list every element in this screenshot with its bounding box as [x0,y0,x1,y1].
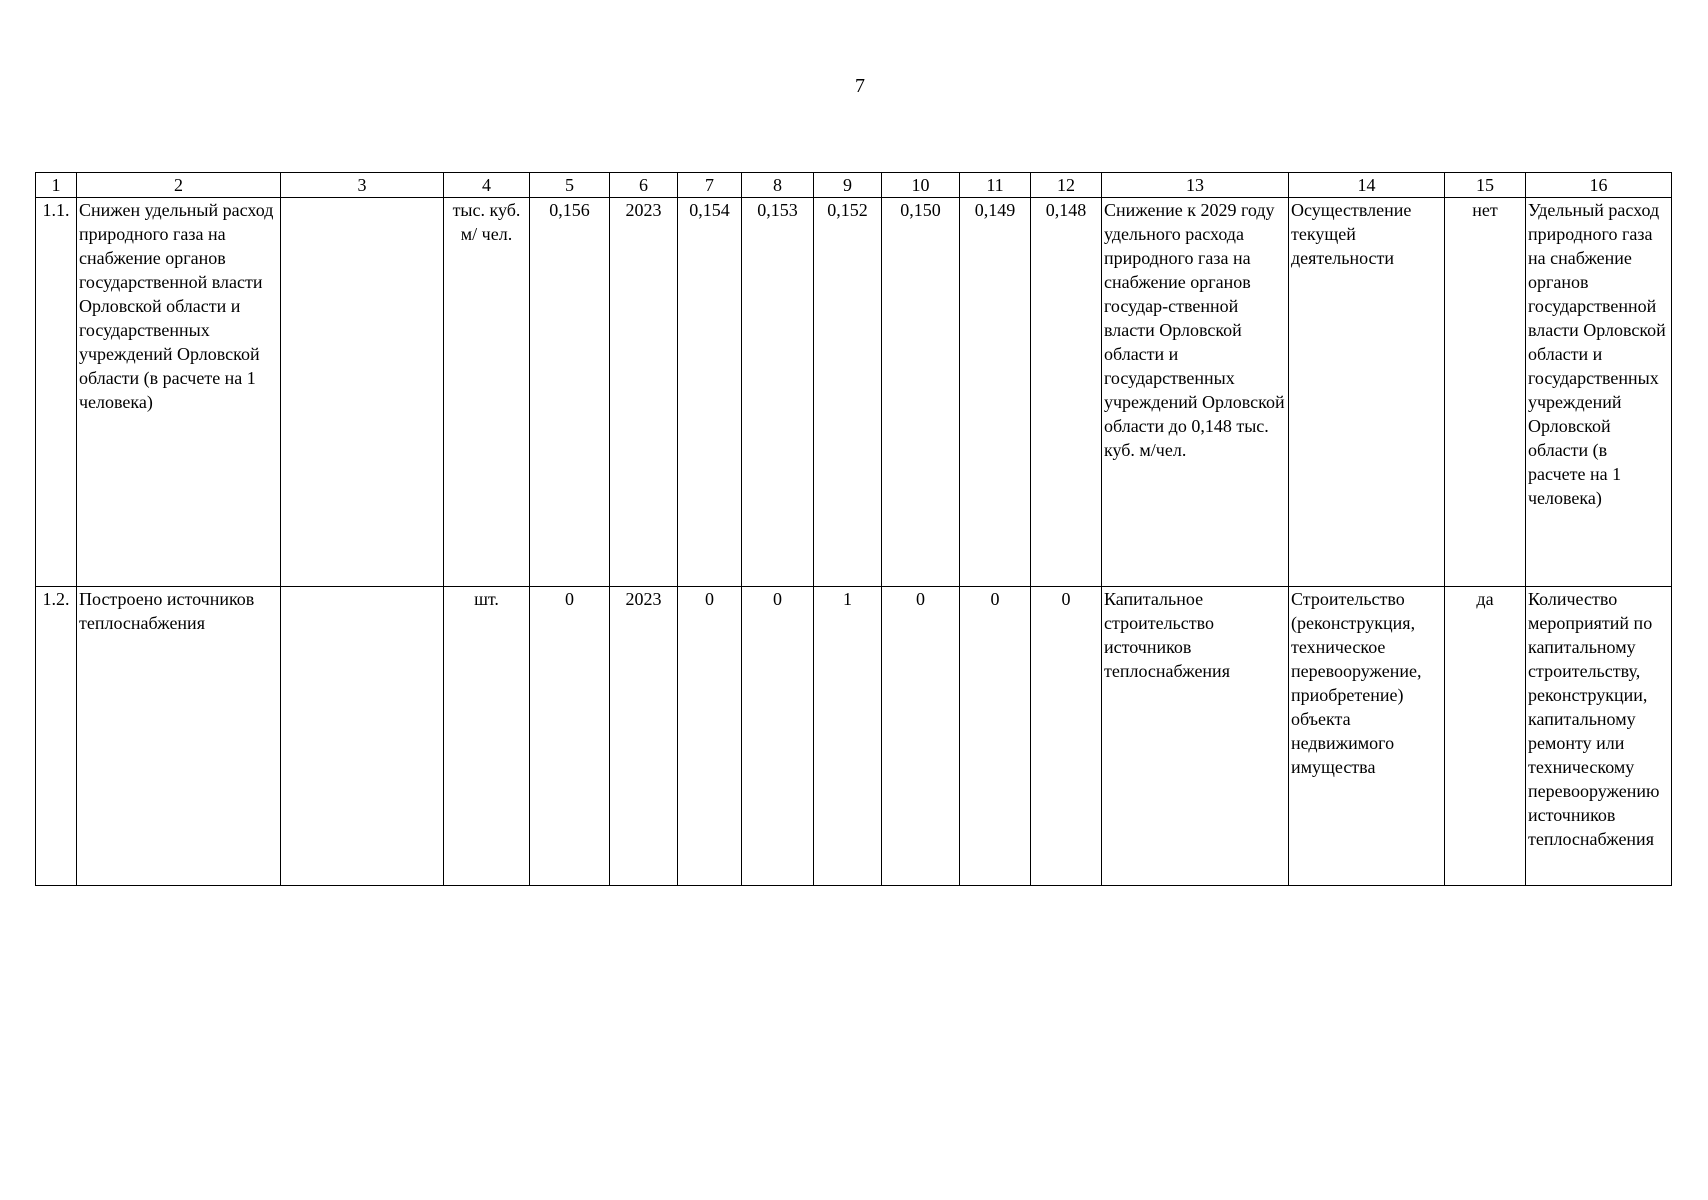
value-cell-12: 0,148 [1031,198,1102,587]
base-year-cell: 2023 [610,587,678,886]
header-cell: 10 [882,173,960,198]
table-header-row [36,173,1672,198]
value-cell-9: 1 [814,587,882,886]
value-cell-10: 0,150 [882,198,960,587]
flag-cell: да [1445,587,1526,886]
column-3-cell [281,587,444,886]
indicator-name: Построено источников теплоснабжения [77,587,281,886]
value-cell-11: 0 [960,587,1031,886]
row-number: 1.2. [36,587,77,886]
header-cell: 6 [610,173,678,198]
base-value-cell: 0 [530,587,610,886]
header-cell: 3 [281,173,444,198]
value-cell-8: 0,153 [742,198,814,587]
header-cell: 8 [742,173,814,198]
header-cell: 9 [814,173,882,198]
column-3-cell [281,198,444,587]
value-cell-11: 0,149 [960,198,1031,587]
result-cell: Капитальное строительство источников теплоснабжения [1102,587,1289,886]
header-cell: 15 [1445,173,1526,198]
header-cell: 1 [36,173,77,198]
base-value-cell: 0,156 [530,198,610,587]
linked-indicator-cell: Удельный расход природного газа на снабжение органов государственной власти Орловской области и государственных учреждений Орловской области (в расчете на 1 человека) [1526,198,1672,587]
row-number: 1.1. [36,198,77,587]
linked-indicator-cell: Количество мероприятий по капитальному строительству, реконструкции, капитальному ремонту или техническому перевооружению источников теплоснабжения [1526,587,1672,886]
base-year-cell: 2023 [610,198,678,587]
indicators-table [35,172,1672,886]
value-cell-7: 0 [678,587,742,886]
header-cell: 2 [77,173,281,198]
value-cell-9: 0,152 [814,198,882,587]
activity-cell: Строительство (реконструкция, техническое перевооружение, приобретение) объекта недвижимого имущества [1289,587,1445,886]
value-cell-10: 0 [882,587,960,886]
header-cell: 7 [678,173,742,198]
header-cell: 13 [1102,173,1289,198]
table-row [36,198,1672,587]
result-cell: Снижение к 2029 году удельного расхода природного газа на снабжение органов государ-ственной власти Орловской области и государственных учреждений Орловской области до 0,148 тыс. куб. м/чел. [1102,198,1289,587]
value-cell-8: 0 [742,587,814,886]
value-cell-12: 0 [1031,587,1102,886]
header-cell: 11 [960,173,1031,198]
table-row [36,587,1672,886]
header-cell: 5 [530,173,610,198]
flag-cell: нет [1445,198,1526,587]
activity-cell: Осуществление текущей деятельности [1289,198,1445,587]
header-cell: 16 [1526,173,1672,198]
page-number: 7 [855,75,865,97]
header-cell: 14 [1289,173,1445,198]
unit-cell: тыс. куб. м/ чел. [444,198,530,587]
unit-cell: шт. [444,587,530,886]
header-cell: 4 [444,173,530,198]
value-cell-7: 0,154 [678,198,742,587]
header-cell: 12 [1031,173,1102,198]
indicator-name: Снижен удельный расход природного газа на снабжение органов государственной власти Орловской области и государственных учреждений Орловской области (в расчете на 1 человека) [77,198,281,587]
